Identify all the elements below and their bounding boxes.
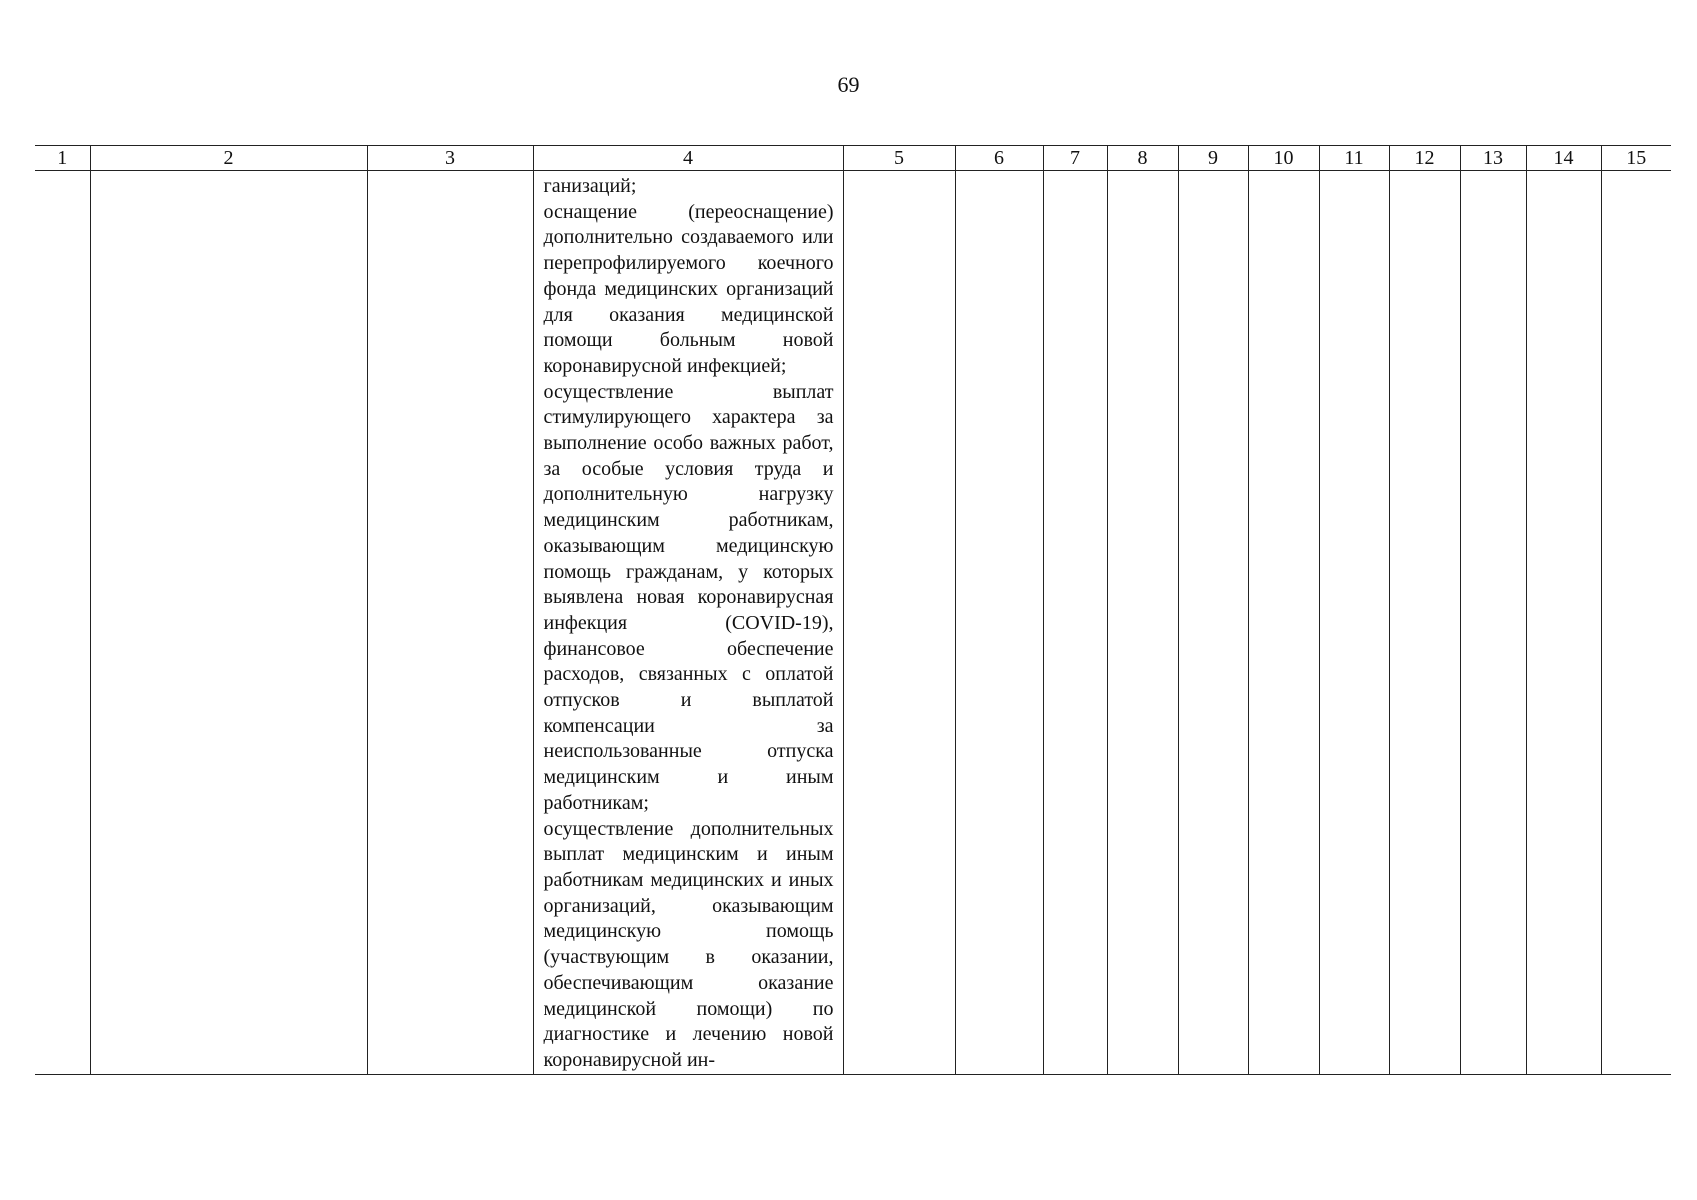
cell-col-1	[35, 171, 90, 1075]
cell-col-14	[1526, 171, 1601, 1075]
cell-col-13	[1460, 171, 1526, 1075]
column-header-2: 2	[90, 146, 367, 171]
cell-col-10	[1248, 171, 1319, 1075]
cell-col-7	[1043, 171, 1107, 1075]
column-header-11: 11	[1319, 146, 1389, 171]
column-header-1: 1	[35, 146, 90, 171]
column-header-9: 9	[1178, 146, 1248, 171]
cell-col-5	[843, 171, 955, 1075]
column-header-6: 6	[955, 146, 1043, 171]
cell-col-6	[955, 171, 1043, 1075]
table-row	[35, 171, 1671, 1075]
column-header-12: 12	[1389, 146, 1460, 171]
col4-paragraph: оснащение (переоснащение) дополнительно создаваемого или перепрофилируемого коечного фонда медицинских организаций для оказания медицинской помощи больным новой коронавирусной инфекцией;	[543, 200, 834, 377]
page-number: 69	[837, 72, 860, 97]
column-header-8: 8	[1107, 146, 1178, 171]
cell-col-15	[1601, 171, 1671, 1075]
column-header-5: 5	[843, 146, 955, 171]
data-table	[35, 145, 1671, 1075]
column-header-15: 15	[1601, 146, 1671, 171]
cell-col-2	[90, 171, 367, 1075]
cell-col-8	[1107, 171, 1178, 1075]
cell-col-3	[367, 171, 533, 1075]
column-header-7: 7	[1043, 146, 1107, 171]
cell-col-12	[1389, 171, 1460, 1075]
column-header-10: 10	[1248, 146, 1319, 171]
col4-paragraph: осуществление дополнительных выплат медицинским и иным работникам медицинских и иных организаций, оказывающим медицинскую помощь (участвующим в оказании, обеспечивающим оказание медицинской помощи) по диагностике и лечению новой коронавирусной ин-	[543, 817, 834, 1071]
cell-col-9	[1178, 171, 1248, 1075]
header-row	[35, 146, 1671, 171]
column-header-13: 13	[1460, 146, 1526, 171]
column-header-4: 4	[533, 146, 843, 171]
column-header-14: 14	[1526, 146, 1601, 171]
col4-paragraph: осуществление выплат стимулирующего характера за выполнение особо важных работ, за особые условия труда и дополнительную нагрузку медицинским работникам, оказывающим медицинскую помощь гражданам, у которых выявлена новая коронавирусная инфекция (COVID-19), финансовое обеспечение расходов, связанных с оплатой отпусков и выплатой компенсации за неиспользованные отпуска медицинским и иным работникам;	[543, 380, 834, 814]
column-header-3: 3	[367, 146, 533, 171]
col4-paragraph: ганизаций;	[543, 175, 637, 197]
cell-col-11	[1319, 171, 1389, 1075]
cell-col-4	[533, 171, 843, 1075]
